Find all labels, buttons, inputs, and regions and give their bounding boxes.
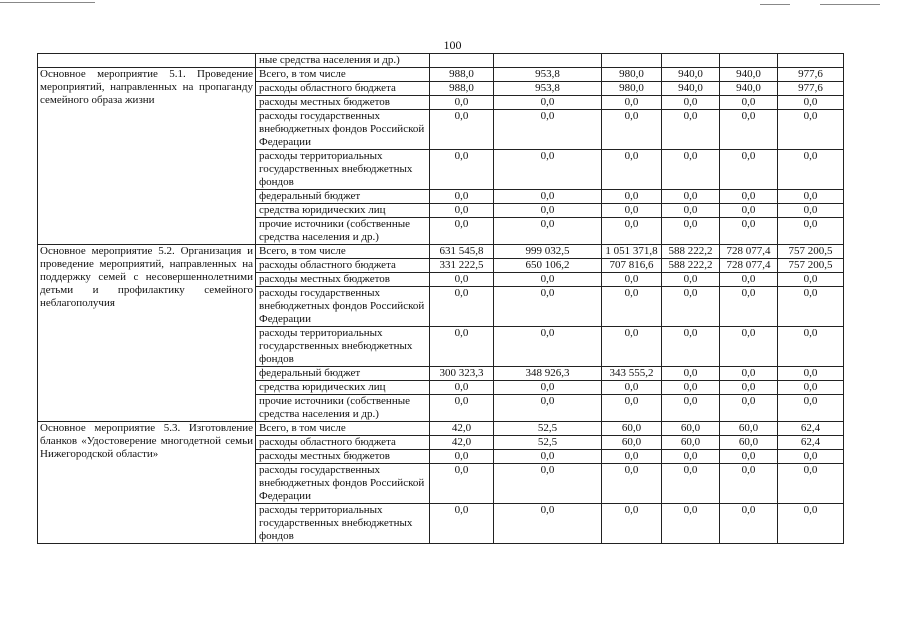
table-row [38, 54, 844, 68]
value-cell: 988,0 [430, 82, 494, 96]
value-cell: 0,0 [430, 218, 494, 245]
value-cell: 0,0 [602, 218, 662, 245]
value-cell: 0,0 [778, 204, 844, 218]
value-cell: 0,0 [494, 504, 602, 544]
value-cell: 0,0 [720, 504, 778, 544]
value-cell: 0,0 [778, 381, 844, 395]
value-cell: 0,0 [720, 218, 778, 245]
value-cell: 0,0 [662, 367, 720, 381]
value-cell: 52,5 [494, 436, 602, 450]
value-cell: 728 077,4 [720, 245, 778, 259]
value-cell: 977,6 [778, 68, 844, 82]
value-cell: 631 545,8 [430, 245, 494, 259]
value-cell: 0,0 [494, 464, 602, 504]
value-cell: 0,0 [720, 464, 778, 504]
source-cell: федеральный бюджет [256, 190, 430, 204]
source-cell: расходы государственных внебюджетных фондов Российской Федерации [256, 110, 430, 150]
value-cell: 0,0 [720, 287, 778, 327]
source-cell: расходы местных бюджетов [256, 273, 430, 287]
scan-artifact-line [0, 2, 95, 3]
table-row [38, 245, 844, 259]
value-cell: 0,0 [494, 381, 602, 395]
value-cell: 60,0 [662, 436, 720, 450]
source-cell: Всего, в том числе [256, 68, 430, 82]
value-cell: 0,0 [430, 150, 494, 190]
value-cell: 0,0 [662, 287, 720, 327]
value-cell: 940,0 [662, 68, 720, 82]
value-cell: 0,0 [430, 450, 494, 464]
value-cell: 0,0 [720, 395, 778, 422]
value-cell: 0,0 [778, 504, 844, 544]
budget-table [37, 53, 844, 544]
value-cell [494, 54, 602, 68]
value-cell: 0,0 [494, 110, 602, 150]
value-cell: 588 222,2 [662, 259, 720, 273]
value-cell: 0,0 [662, 204, 720, 218]
value-cell: 300 323,3 [430, 367, 494, 381]
value-cell: 0,0 [602, 190, 662, 204]
value-cell: 0,0 [778, 110, 844, 150]
value-cell: 52,5 [494, 422, 602, 436]
value-cell: 0,0 [778, 450, 844, 464]
value-cell: 0,0 [494, 395, 602, 422]
value-cell: 953,8 [494, 82, 602, 96]
value-cell: 0,0 [720, 96, 778, 110]
value-cell: 588 222,2 [662, 245, 720, 259]
value-cell: 60,0 [602, 436, 662, 450]
source-cell: расходы областного бюджета [256, 82, 430, 96]
value-cell: 940,0 [720, 68, 778, 82]
budget-table-body [38, 54, 844, 544]
value-cell: 0,0 [430, 190, 494, 204]
value-cell: 0,0 [494, 96, 602, 110]
source-cell: Всего, в том числе [256, 422, 430, 436]
value-cell: 0,0 [720, 190, 778, 204]
value-cell: 0,0 [778, 464, 844, 504]
value-cell: 0,0 [778, 287, 844, 327]
value-cell: 0,0 [778, 150, 844, 190]
value-cell: 0,0 [720, 110, 778, 150]
value-cell: 0,0 [494, 450, 602, 464]
value-cell: 0,0 [430, 204, 494, 218]
value-cell: 980,0 [602, 68, 662, 82]
value-cell: 0,0 [778, 218, 844, 245]
value-cell: 0,0 [778, 273, 844, 287]
value-cell: 0,0 [720, 450, 778, 464]
value-cell: 999 032,5 [494, 245, 602, 259]
value-cell: 988,0 [430, 68, 494, 82]
value-cell: 0,0 [662, 327, 720, 367]
source-cell: расходы областного бюджета [256, 436, 430, 450]
source-cell: расходы местных бюджетов [256, 450, 430, 464]
value-cell [602, 54, 662, 68]
value-cell: 60,0 [662, 422, 720, 436]
table-row [38, 68, 844, 82]
source-cell: расходы территориальных государственных внебюджетных фондов [256, 327, 430, 367]
value-cell: 757 200,5 [778, 245, 844, 259]
value-cell: 953,8 [494, 68, 602, 82]
value-cell: 0,0 [494, 287, 602, 327]
value-cell: 0,0 [602, 287, 662, 327]
value-cell: 42,0 [430, 422, 494, 436]
table-row [38, 422, 844, 436]
value-cell: 331 222,5 [430, 259, 494, 273]
source-cell: федеральный бюджет [256, 367, 430, 381]
value-cell: 0,0 [602, 464, 662, 504]
value-cell: 0,0 [430, 395, 494, 422]
value-cell: 0,0 [778, 190, 844, 204]
value-cell: 0,0 [430, 327, 494, 367]
value-cell: 0,0 [602, 327, 662, 367]
source-cell: прочие источники (собственные средства населения и др.) [256, 395, 430, 422]
value-cell: 343 555,2 [602, 367, 662, 381]
value-cell: 977,6 [778, 82, 844, 96]
source-cell: средства юридических лиц [256, 204, 430, 218]
value-cell: 0,0 [602, 381, 662, 395]
value-cell: 0,0 [494, 190, 602, 204]
value-cell: 0,0 [602, 395, 662, 422]
value-cell: 0,0 [430, 381, 494, 395]
value-cell: 0,0 [720, 204, 778, 218]
value-cell: 0,0 [778, 395, 844, 422]
value-cell [720, 54, 778, 68]
value-cell: 0,0 [778, 367, 844, 381]
value-cell: 0,0 [602, 96, 662, 110]
source-cell: расходы областного бюджета [256, 259, 430, 273]
page-number: 100 [443, 38, 462, 52]
scan-artifact-line [820, 4, 880, 5]
value-cell: 980,0 [602, 82, 662, 96]
source-cell: расходы территориальных государственных внебюджетных фондов [256, 504, 430, 544]
value-cell: 0,0 [662, 381, 720, 395]
value-cell: 707 816,6 [602, 259, 662, 273]
value-cell: 348 926,3 [494, 367, 602, 381]
value-cell: 60,0 [720, 422, 778, 436]
value-cell: 0,0 [662, 190, 720, 204]
value-cell: 0,0 [662, 96, 720, 110]
value-cell: 0,0 [662, 464, 720, 504]
value-cell: 0,0 [602, 150, 662, 190]
value-cell: 0,0 [662, 110, 720, 150]
value-cell: 0,0 [494, 150, 602, 190]
value-cell: 1 051 371,8 [602, 245, 662, 259]
value-cell: 0,0 [720, 367, 778, 381]
activity-cell [38, 54, 256, 68]
source-cell: прочие источники (собственные средства населения и др.) [256, 218, 430, 245]
value-cell: 0,0 [662, 273, 720, 287]
source-cell: Всего, в том числе [256, 245, 430, 259]
value-cell [430, 54, 494, 68]
value-cell: 0,0 [602, 504, 662, 544]
value-cell: 60,0 [602, 422, 662, 436]
value-cell: 0,0 [778, 327, 844, 367]
value-cell: 0,0 [602, 450, 662, 464]
value-cell: 757 200,5 [778, 259, 844, 273]
source-cell: ные средства населения и др.) [256, 54, 430, 68]
value-cell: 0,0 [494, 273, 602, 287]
value-cell: 60,0 [720, 436, 778, 450]
value-cell: 0,0 [778, 96, 844, 110]
value-cell: 728 077,4 [720, 259, 778, 273]
value-cell: 0,0 [662, 218, 720, 245]
value-cell [662, 54, 720, 68]
value-cell: 0,0 [720, 273, 778, 287]
value-cell: 62,4 [778, 436, 844, 450]
value-cell: 0,0 [430, 110, 494, 150]
value-cell: 0,0 [494, 204, 602, 218]
source-cell: расходы государственных внебюджетных фондов Российской Федерации [256, 287, 430, 327]
value-cell: 0,0 [662, 450, 720, 464]
budget-table-container [37, 53, 843, 544]
value-cell: 650 106,2 [494, 259, 602, 273]
activity-cell: Основное мероприятие 5.3. Изготовление бланков «Удостоверение многодетной семьи Нижегородской области» [38, 422, 256, 544]
value-cell: 0,0 [602, 204, 662, 218]
activity-cell: Основное мероприятие 5.2. Организация и проведение мероприятий, направленных на поддержку семей с несовершеннолетними детьми и профилактику семейного неблагополучия [38, 245, 256, 422]
value-cell: 0,0 [720, 381, 778, 395]
value-cell: 0,0 [430, 287, 494, 327]
value-cell: 0,0 [720, 327, 778, 367]
value-cell: 0,0 [430, 504, 494, 544]
value-cell: 0,0 [602, 110, 662, 150]
value-cell: 0,0 [494, 327, 602, 367]
value-cell: 0,0 [662, 150, 720, 190]
source-cell: средства юридических лиц [256, 381, 430, 395]
activity-cell: Основное мероприятие 5.1. Проведение мероприятий, направленных на пропаганду семейного образа жизни [38, 68, 256, 245]
source-cell: расходы территориальных государственных внебюджетных фондов [256, 150, 430, 190]
value-cell: 0,0 [662, 395, 720, 422]
value-cell: 0,0 [720, 150, 778, 190]
value-cell: 0,0 [430, 273, 494, 287]
value-cell: 42,0 [430, 436, 494, 450]
source-cell: расходы государственных внебюджетных фондов Российской Федерации [256, 464, 430, 504]
value-cell: 0,0 [662, 504, 720, 544]
source-cell: расходы местных бюджетов [256, 96, 430, 110]
value-cell: 0,0 [430, 464, 494, 504]
value-cell: 940,0 [720, 82, 778, 96]
value-cell: 0,0 [430, 96, 494, 110]
scan-artifact-line [760, 4, 790, 5]
value-cell [778, 54, 844, 68]
value-cell: 940,0 [662, 82, 720, 96]
value-cell: 0,0 [602, 273, 662, 287]
value-cell: 62,4 [778, 422, 844, 436]
value-cell: 0,0 [494, 218, 602, 245]
